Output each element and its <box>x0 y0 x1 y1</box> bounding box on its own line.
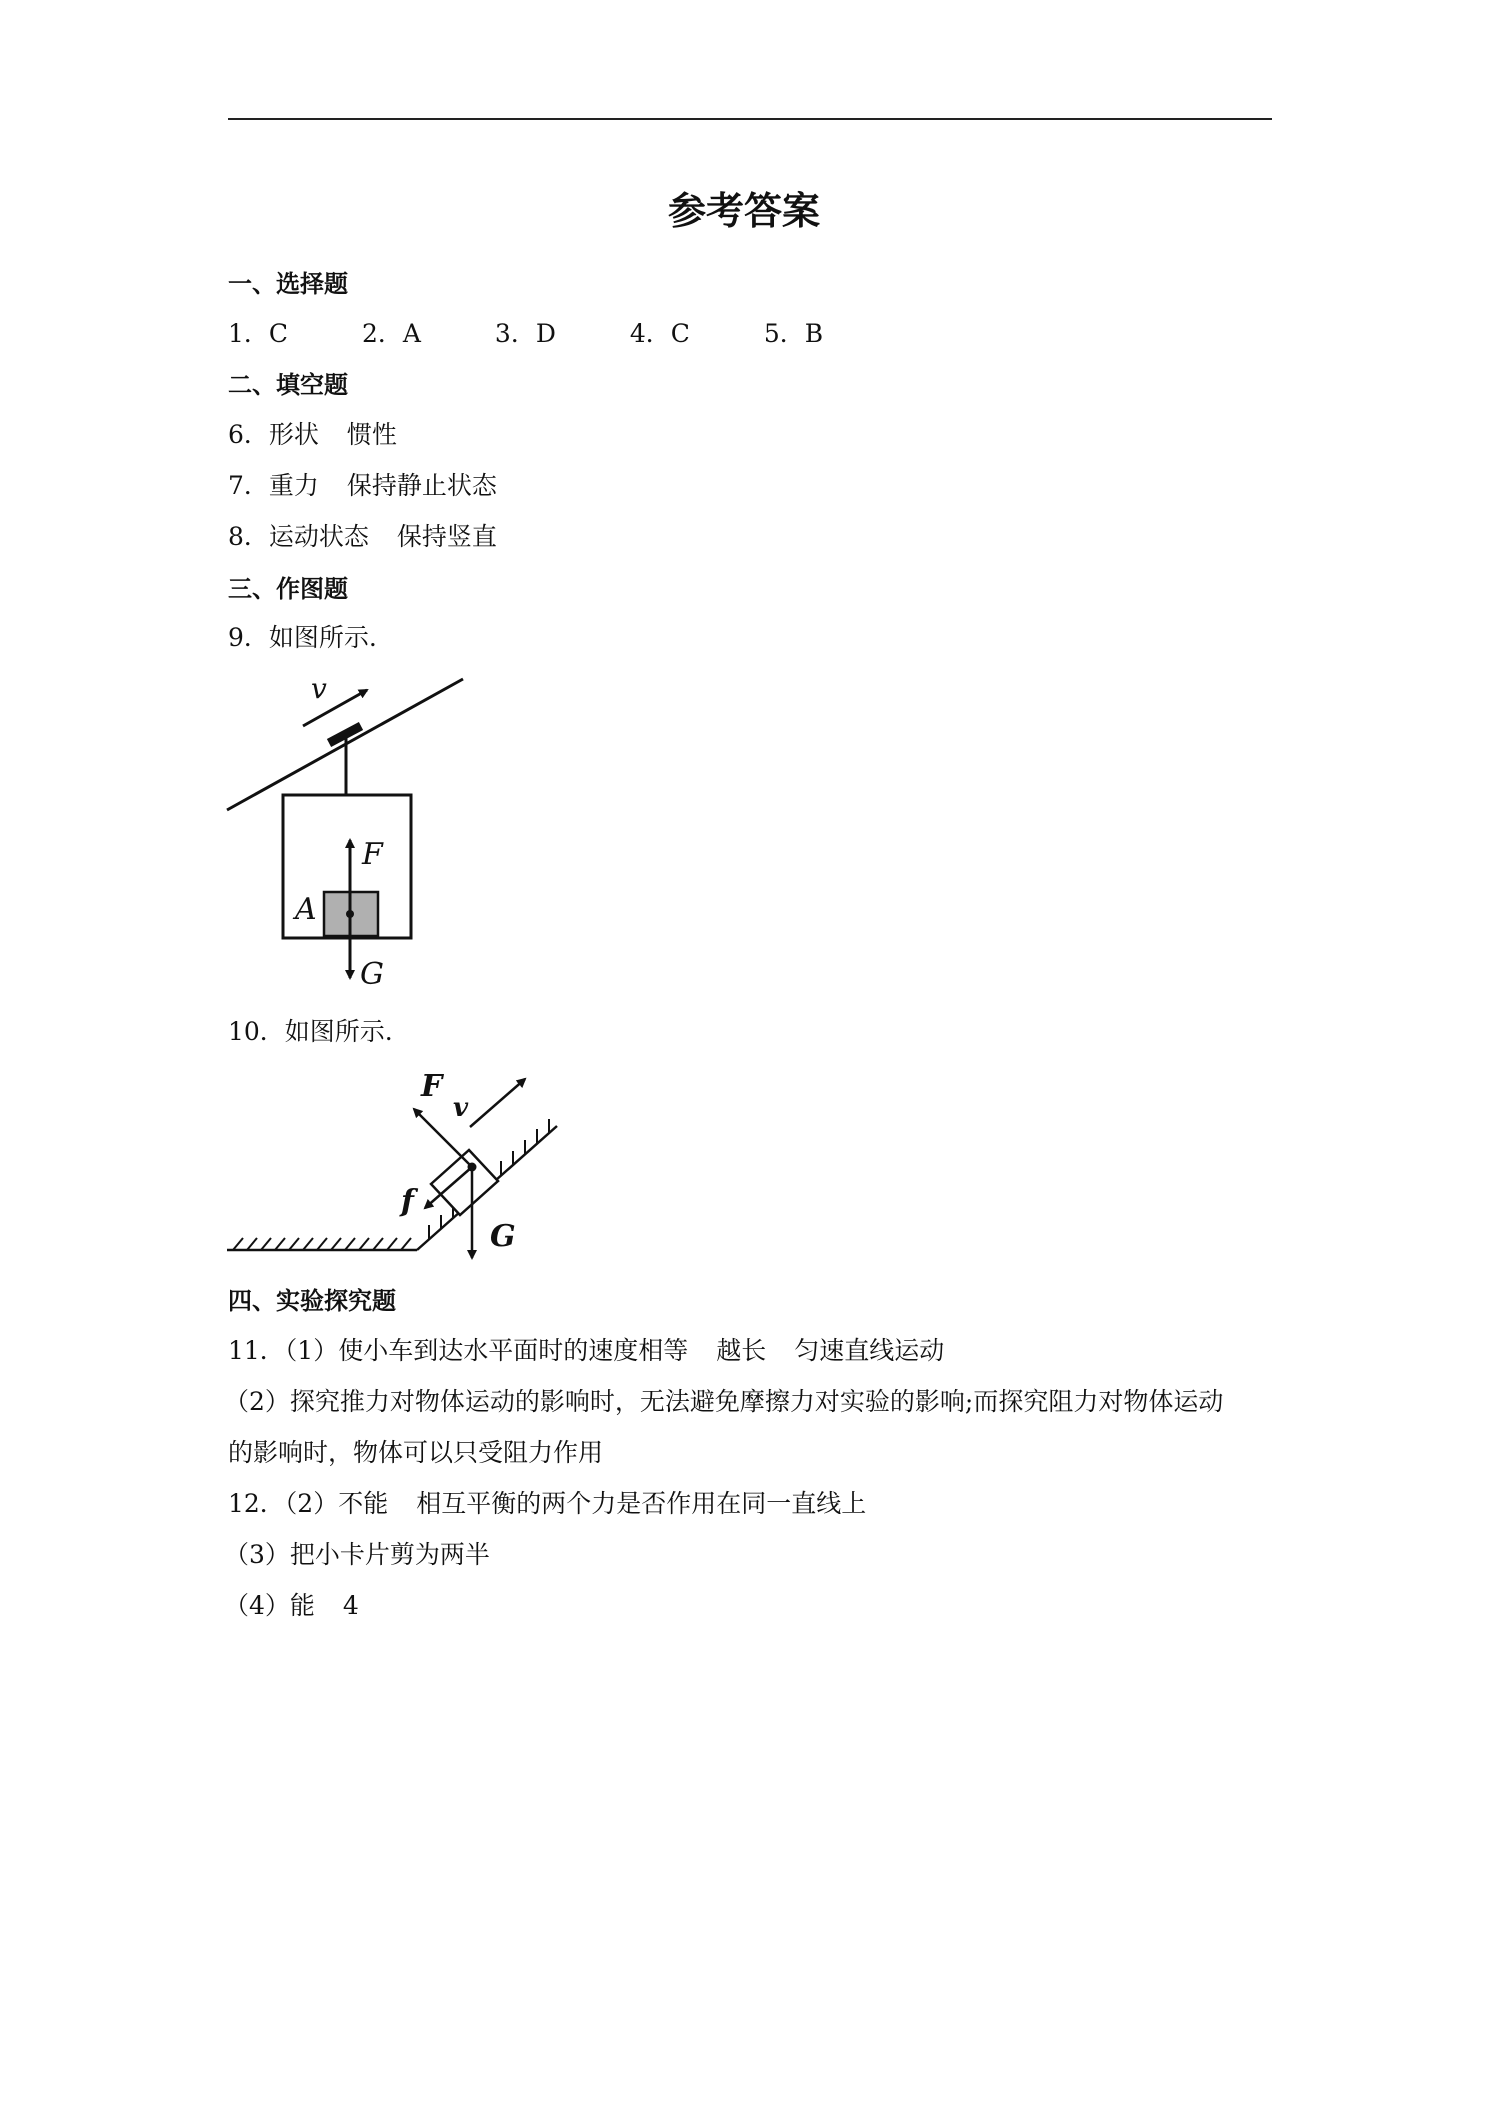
q8-answer-a: 运动状态 <box>268 522 369 551</box>
section-heading-experiment: 四、实验探究题 <box>228 1287 396 1315</box>
q12-number: 12．（2） <box>228 1489 339 1518</box>
q11-1-answer-c: 匀速直线运动 <box>794 1336 945 1365</box>
answer-q12-3: （3）把小卡片剪为两半 <box>224 1540 490 1569</box>
mc-answer-1: 1．C <box>228 319 289 348</box>
label-f-force: F <box>421 1069 443 1104</box>
answer-q9: 9．如图所示. <box>228 623 377 652</box>
label-v: v <box>453 1093 469 1123</box>
q6-answer-a: 形状 <box>268 420 319 449</box>
q12-2-answer-a: 不能 <box>338 1489 389 1518</box>
label-g: G <box>360 957 384 992</box>
label-a: A <box>295 892 317 927</box>
label-f-friction: f <box>401 1184 414 1219</box>
label-f: F <box>362 837 383 872</box>
q7-answer-a: 重力 <box>268 471 319 500</box>
answer-q8 <box>228 517 497 553</box>
answer-q11-2-line1: （2）探究推力对物体运动的影响时，无法避免摩擦力对实验的影响;而探究阻力对物体运动 <box>224 1387 1224 1416</box>
mc-answer-4: 4．C <box>629 319 690 348</box>
answer-q11-2-line2: 的影响时，物体可以只受阻力作用 <box>228 1438 604 1467</box>
answer-q7 <box>228 466 497 502</box>
q6-number: 6． <box>228 420 269 449</box>
velocity-arrow <box>470 1079 525 1127</box>
section-heading-choice: 一、选择题 <box>228 270 348 298</box>
q8-number: 8． <box>228 522 269 551</box>
answer-q11-1 <box>228 1331 944 1367</box>
figure-q9 <box>225 668 475 998</box>
mc-answers <box>228 314 823 350</box>
answer-q12-2 <box>228 1484 866 1520</box>
q11-1-answer-a: 使小车到达水平面时的速度相等 <box>338 1336 689 1365</box>
q7-number: 7． <box>228 471 269 500</box>
section-heading-drawing: 三、作图题 <box>228 575 348 603</box>
mc-answer-2: 2．A <box>362 319 421 348</box>
page-title: 参考答案 <box>667 189 820 233</box>
q8-answer-b: 保持竖直 <box>396 522 497 551</box>
label-v: v <box>311 672 327 705</box>
mc-answer-5: 5．B <box>763 319 824 348</box>
q12-4-number: （4） <box>224 1591 290 1620</box>
q7-answer-b: 保持静止状态 <box>346 471 497 500</box>
q12-4-answer-a: 能 <box>289 1591 315 1620</box>
label-g: G <box>490 1219 516 1254</box>
answer-q6 <box>228 415 397 451</box>
q12-2-answer-b: 相互平衡的两个力是否作用在同一直线上 <box>416 1489 867 1518</box>
header-rule <box>228 118 1272 120</box>
figure-q10 <box>225 1052 570 1272</box>
mc-answer-3: 3．D <box>494 319 556 348</box>
q12-4-answer-b: 4 <box>342 1591 359 1620</box>
q11-1-answer-b: 越长 <box>716 1336 767 1365</box>
section-heading-fill: 二、填空题 <box>228 371 348 399</box>
q6-answer-b: 惯性 <box>346 420 397 449</box>
q11-number: 11．（1） <box>228 1336 339 1365</box>
answer-q12-4 <box>224 1586 359 1622</box>
answer-q10: 10．如图所示. <box>228 1017 393 1046</box>
